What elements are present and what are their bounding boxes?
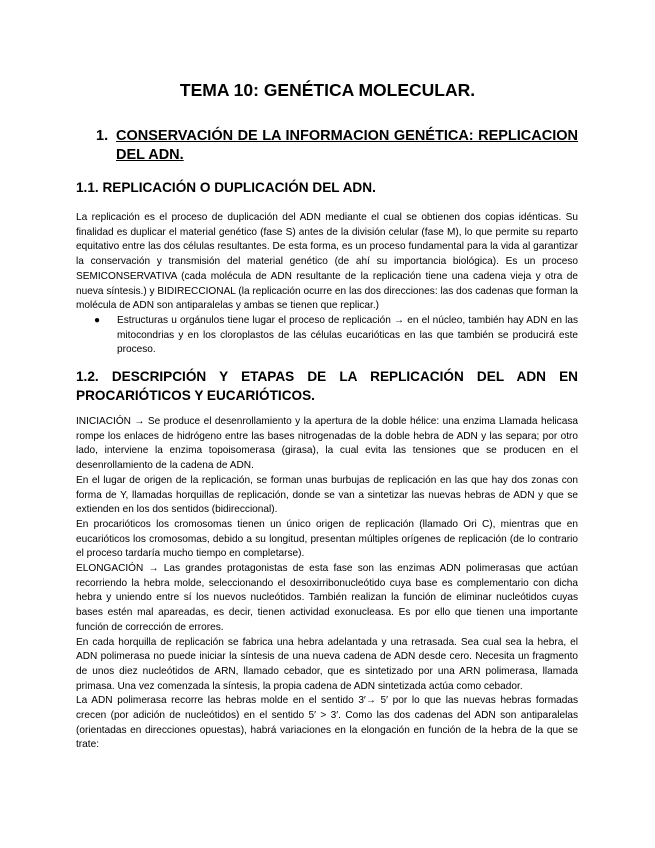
bullet-item xyxy=(76,314,578,358)
paragraph: La replicación es el proceso de duplicación del ADN mediante el cual se obtienen dos copias idénticas. Su finalidad es duplicar el material genético (fase S) antes de la división celular (fase M), lo que permite su reparto equitativo entre las dos células resultantes. De esta forma, es un proceso fundamental para la vida al garantizar la conservación y transmisión del material genético (de ahí su importancia biológica). Es un proceso SEMICONSERVATIVA (cada molécula de ADN resultante de la replicación tiene una cadena vieja y otra de nueva síntesis.) y BIDIRECCIONAL (la replicación ocurre en las dos direcciones: las dos cadenas que forman la molécula de ADN son antiparalelas y ambas se tienen que replicar.) xyxy=(76,212,578,312)
paragraph: En procarióticos los cromosomas tienen un único origen de replicación (llamado Ori C), mientras que en eucarióticos los cromosomas, debido a su longitud, presentan múltiples orígenes de replicación (de lo contrario el proceso tardaría mucho tiempo en completarse). xyxy=(76,518,578,560)
paragraph: INICIACIÓN → Se produce el desenrollamiento y la apertura de la doble hélice: una enzima Llamada helicasa rompe los enlaces de hidrógeno entre las bases nitrogenadas de la doble hebra de ADN y las separa; por otro lado, interviene la enzima topoisomerasa (girasa), la cual evita las tensiones que se producen en el desenrollamiento de la cadena de ADN. xyxy=(76,416,578,472)
section-1-2-heading: 1.2. DESCRIPCIÓN Y ETAPAS DE LA REPLICACIÓN DEL ADN EN PROCARIÓTICOS Y EUCARIÓTICOS. xyxy=(76,369,578,403)
section-1-title: CONSERVACIÓN DE LA INFORMACION GENÉTICA: REPLICACION DEL ADN. xyxy=(116,128,578,163)
document-title: TEMA 10: GENÉTICA MOLECULAR. xyxy=(179,80,476,100)
section-1-heading xyxy=(96,127,578,165)
section-1-1-heading: 1.1. REPLICACIÓN O DUPLICACIÓN DEL ADN. xyxy=(76,180,376,195)
bullet-marker: ● xyxy=(94,314,101,326)
paragraph: ELONGACIÓN → Las grandes protagonistas de esta fase son las enzimas ADN polimerasas que actúan recorriendo la hebra molde, seleccionando el desoxirribonucleótido cuya base es complementario con dicha hebra y uniendo entre sí los nuevos nucleótidos. También realizan la función de eliminar nucleótidos cuyas bases estén mal apareadas, es decir, tienen actividad exonucleasa. Es por ello que tienen una importante función de corrección de errores. xyxy=(76,563,578,633)
section-1-1-body xyxy=(76,211,578,358)
section-1-number: 1. xyxy=(96,128,109,144)
paragraph: En el lugar de origen de la replicación, se forman unas burbujas de replicación en las que hay dos zonas con forma de Y, llamadas horquillas de replicación, donde se van a sintetizar las nuevas hebras de ADN y que se extienden en los dos sentidos (bidireccional). xyxy=(76,474,578,516)
section-1-2-body xyxy=(76,415,578,753)
paragraph: La ADN polimerasa recorre las hebras molde en el sentido 3′→ 5′ por lo que las nuevas hebras formadas crecen (por adición de nucleótidos) en el sentido 5′ > 3′. Como las dos cadenas del ADN son antiparalelas (orientadas en direcciones opuestas), habrá variaciones en la elongación en función de la hebra de la que se trate: xyxy=(76,695,578,751)
paragraph: En cada horquilla de replicación se fabrica una hebra adelantada y una retrasada. Sea cual sea la hebra, el ADN polimerasa no puede iniciar la síntesis de una nueva cadena de ADN desde cero. Necesita un fragmento de unos diez nucleótidos de ARN, llamado cebador, que es sintetizado por una ARN polimerasa, llamada primasa. Una vez comenzada la síntesis, la propia cadena de ADN sintetizada actúa como cebador. xyxy=(76,636,578,692)
bullet-text: Estructuras u orgánulos tiene lugar el proceso de replicación → en el núcleo, también hay ADN en las mitocondrias y en los cloroplastos de las células eucarióticas en las que también se producirá este proceso. xyxy=(117,314,578,356)
